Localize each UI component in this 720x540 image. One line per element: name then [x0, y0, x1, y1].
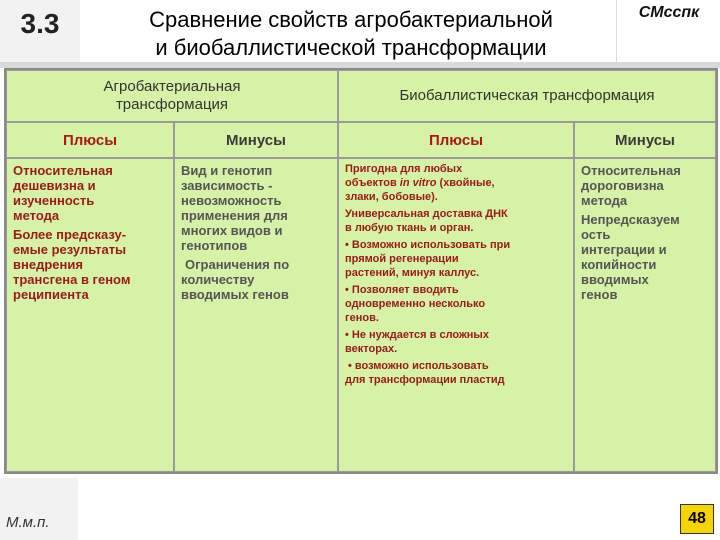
bio-plus-line: • Возможно использовать при: [345, 239, 511, 251]
agro-plus-line: реципиента: [13, 287, 89, 302]
slide-number-box: [0, 0, 80, 62]
bio-plus-italic: in vitro: [399, 177, 437, 189]
bio-minus-line: метода: [581, 193, 628, 208]
bio-plus-line: • Не нуждается в сложных: [345, 329, 489, 341]
bio-plus-line: прямой регенерации: [345, 253, 459, 265]
comparison-table: [4, 68, 718, 474]
agro-plus-cell: [6, 158, 174, 472]
bio-plus-line: растений, минуя каллус.: [345, 267, 480, 279]
agro-plus-line: метода: [13, 208, 60, 223]
bio-plus-line: одновременно несколько: [345, 298, 486, 310]
agro-minus-line: многих видов и: [181, 223, 283, 238]
bio-plus-fragment: (хвойные,: [436, 177, 495, 189]
bio-plus-line: [345, 176, 567, 190]
bio-plus-line: для трансформации пластид: [345, 374, 505, 386]
bio-minus-line: ость: [581, 227, 611, 242]
agro-minus-line: Вид и генотип: [181, 163, 273, 178]
bio-plus-line: • Позволяет вводить: [345, 284, 459, 296]
agro-plus-line: дешевизна и: [13, 178, 96, 193]
bio-minus-line: дороговизна: [581, 178, 664, 193]
bio-plus-line: • возможно использовать: [348, 360, 489, 372]
bio-plus-line: Универсальная доставка ДНК: [345, 208, 508, 220]
agro-plus-line: трансгена в геном: [13, 272, 131, 287]
bio-plus-line: Пригодна для любых: [345, 163, 463, 175]
bio-minus-line: Непредсказуем: [581, 212, 680, 227]
group-header-agro-line1: Агробактериальная: [103, 78, 241, 95]
agro-plus-line: Относительная: [13, 163, 113, 178]
subheader-bio-minus: Минусы: [574, 122, 716, 158]
page-number-badge: 48: [680, 504, 714, 534]
agro-minus-line: Ограничения по: [185, 257, 290, 272]
slide-title: [96, 6, 606, 62]
bio-plus-fragment: объектов: [345, 177, 400, 189]
bio-minus-line: вводимых: [581, 272, 649, 287]
title-line-2: и биобаллистической трансформации: [155, 35, 547, 60]
subheader-bio-plus: Плюсы: [338, 122, 574, 158]
agro-plus-line: изученность: [13, 193, 95, 208]
agro-minus-line: невозможность: [181, 193, 282, 208]
agro-minus-cell: [174, 158, 338, 472]
agro-minus-line: зависимость -: [181, 178, 273, 193]
bio-minus-line: Относительная: [581, 163, 681, 178]
logo-box: [616, 0, 720, 62]
slide-number: 3.3: [20, 8, 60, 39]
subheader-agro-plus: Плюсы: [6, 122, 174, 158]
agro-minus-line: генотипов: [181, 238, 248, 253]
bio-plus-cell: [338, 158, 574, 472]
bio-minus-line: интеграции и: [581, 242, 667, 257]
title-line-1: Сравнение свойств агробактериальной: [149, 7, 553, 32]
bio-minus-line: генов: [581, 287, 618, 302]
group-header-agro: [6, 70, 338, 122]
agro-plus-line: Более предсказу-: [13, 227, 127, 242]
agro-minus-line: количеству: [181, 272, 255, 287]
subheader-agro-minus: Минусы: [174, 122, 338, 158]
agro-minus-line: вводимых генов: [181, 287, 289, 302]
agro-plus-line: емые результаты: [13, 242, 127, 257]
group-header-bio: [338, 70, 716, 122]
bio-plus-line: в любую ткань и орган.: [345, 222, 474, 234]
bio-plus-line: генов.: [345, 312, 379, 324]
bio-plus-line: векторах.: [345, 343, 398, 355]
agro-plus-line: внедрения: [13, 257, 83, 272]
logo-text: СМсспк: [638, 4, 700, 21]
agro-minus-line: применения для: [181, 208, 288, 223]
group-header-agro-line2: трансформация: [115, 96, 229, 113]
group-header-bio-label: Биобаллистическая трансформация: [399, 87, 655, 104]
author-initials: М.м.п.: [6, 514, 50, 531]
bio-minus-line: копийности: [581, 257, 657, 272]
bio-plus-line: злаки, бобовые).: [345, 191, 438, 203]
bio-minus-cell: [574, 158, 716, 472]
